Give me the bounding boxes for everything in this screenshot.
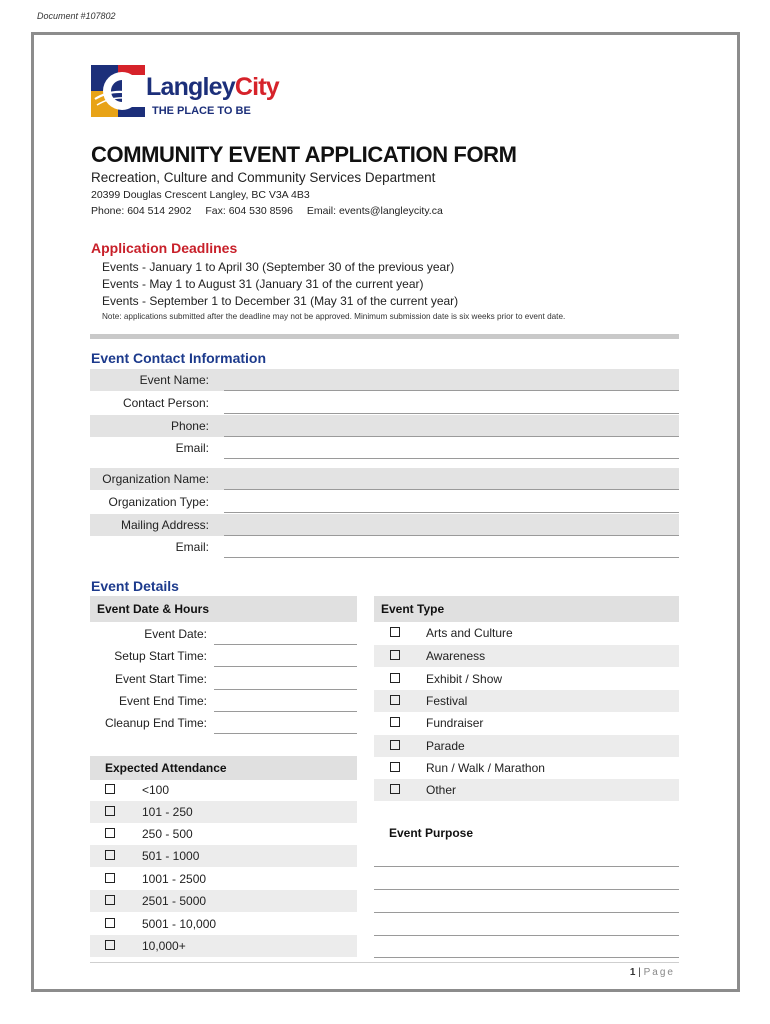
contact-person-field[interactable] [90, 392, 679, 414]
email-field[interactable] [90, 437, 679, 459]
purpose-line[interactable] [374, 957, 679, 958]
attendance-option[interactable]: 5001 - 10,000 [90, 913, 357, 935]
event-type-option[interactable]: Festival [374, 690, 679, 712]
field-label: Contact Person: [122, 396, 209, 410]
phone-field[interactable] [90, 415, 679, 437]
deadline-item: Events - September 1 to December 31 (May 31 of the current year) [102, 294, 459, 308]
checkbox[interactable] [105, 918, 115, 928]
event-purpose-heading: Event Purpose [389, 826, 474, 840]
address: 20399 Douglas Crescent Langley, BC V3A 4B3 [91, 189, 310, 201]
organization-name-field[interactable] [90, 468, 679, 490]
form-title: COMMUNITY EVENT APPLICATION FORM [91, 142, 517, 167]
field-label: Event End Time: [118, 694, 207, 708]
date-hours-header: Event Date & Hours [90, 596, 357, 622]
event-type-option[interactable]: Awareness [374, 645, 679, 667]
checkbox[interactable] [105, 940, 115, 950]
organization-type-field[interactable] [90, 491, 679, 513]
attendance-option[interactable]: 2501 - 5000 [90, 890, 357, 912]
event-type-option[interactable]: Run / Walk / Marathon [374, 757, 679, 779]
setup-start-field[interactable] [90, 645, 357, 667]
field-line[interactable] [214, 666, 357, 667]
event-type-option[interactable]: Exhibit / Show [374, 668, 679, 690]
field-label: Event Name: [139, 373, 209, 387]
cleanup-end-field[interactable] [90, 712, 357, 734]
field-label: Setup Start Time: [114, 649, 207, 663]
checkbox[interactable] [390, 673, 400, 683]
event-type-option[interactable]: Fundraiser [374, 712, 679, 734]
attendance-option[interactable]: 101 - 250 [90, 801, 357, 823]
checkbox[interactable] [105, 828, 115, 838]
field-label: Event Start Time: [114, 672, 207, 686]
purpose-line[interactable] [374, 912, 679, 913]
field-line[interactable] [224, 512, 679, 513]
field-line[interactable] [224, 390, 679, 391]
purpose-line[interactable] [374, 935, 679, 936]
field-label: Event Date: [144, 627, 207, 641]
logo-mark-icon [91, 65, 145, 117]
deadline-item: Events - May 1 to August 31 (January 31 of the current year) [102, 277, 424, 291]
department-name: Recreation, Culture and Community Services Department [91, 170, 436, 185]
field-line[interactable] [224, 557, 679, 558]
checkbox[interactable] [105, 850, 115, 860]
field-label: Phone: [170, 419, 209, 433]
field-label: Organization Type: [108, 495, 209, 509]
event-type-option[interactable]: Arts and Culture [374, 622, 679, 644]
checkbox[interactable] [390, 695, 400, 705]
logo-wordmark: LangleyCity [146, 73, 279, 101]
attendance-option[interactable]: 250 - 500 [90, 823, 357, 845]
checkbox[interactable] [390, 717, 400, 727]
deadlines-heading: Application Deadlines [91, 240, 238, 256]
attendance-option[interactable]: <100 [90, 779, 357, 801]
field-label: Email: [175, 441, 209, 455]
field-line[interactable] [224, 489, 679, 490]
attendance-option[interactable]: 1001 - 2500 [90, 868, 357, 890]
email-text: Email: events@langleycity.ca [306, 205, 443, 217]
logo-tagline: THE PLACE TO BE [152, 105, 251, 117]
checkbox[interactable] [390, 740, 400, 750]
checkbox[interactable] [390, 784, 400, 794]
section-divider [90, 334, 679, 339]
org-email-field[interactable] [90, 536, 679, 558]
checkbox[interactable] [105, 784, 115, 794]
purpose-line[interactable] [374, 889, 679, 890]
phone-text: Phone: 604 514 2902 [91, 205, 192, 217]
attendance-option[interactable]: 10,000+ [90, 935, 357, 957]
event-type-header: Event Type [374, 596, 679, 622]
field-label: Mailing Address: [120, 518, 209, 532]
langley-city-logo [91, 65, 291, 121]
mailing-address-field[interactable] [90, 514, 679, 536]
field-label: Cleanup End Time: [104, 716, 207, 730]
contact-section-heading: Event Contact Information [91, 350, 267, 366]
field-label: Organization Name: [102, 472, 209, 486]
contact-line [91, 205, 454, 217]
checkbox[interactable] [105, 873, 115, 883]
field-line[interactable] [214, 733, 357, 734]
checkbox[interactable] [390, 627, 400, 637]
deadline-note: Note: applications submitted after the deadline may not be approved. Minimum submission date is six weeks prior to event date. [102, 312, 566, 321]
field-line[interactable] [224, 458, 679, 459]
checkbox[interactable] [105, 806, 115, 816]
attendance-header: Expected Attendance [90, 756, 357, 780]
document-number: Document #107802 [37, 11, 116, 21]
attendance-option[interactable]: 501 - 1000 [90, 845, 357, 867]
event-name-field[interactable] [90, 369, 679, 391]
checkbox[interactable] [390, 650, 400, 660]
details-section-heading: Event Details [91, 578, 179, 594]
event-type-option[interactable]: Parade [374, 735, 679, 757]
checkbox[interactable] [390, 762, 400, 772]
event-start-field[interactable] [90, 668, 357, 690]
checkbox[interactable] [105, 895, 115, 905]
event-end-field[interactable] [90, 690, 357, 712]
field-label: Email: [175, 540, 209, 554]
page-number: 1 | Page [629, 967, 675, 978]
event-type-option[interactable]: Other [374, 779, 679, 801]
footer-divider [90, 962, 679, 963]
fax-text: Fax: 604 530 8596 [205, 205, 293, 217]
field-line[interactable] [224, 413, 679, 414]
purpose-line[interactable] [374, 866, 679, 867]
deadline-item: Events - January 1 to April 30 (September 30 of the previous year) [102, 260, 455, 274]
event-date-field[interactable] [90, 623, 357, 645]
